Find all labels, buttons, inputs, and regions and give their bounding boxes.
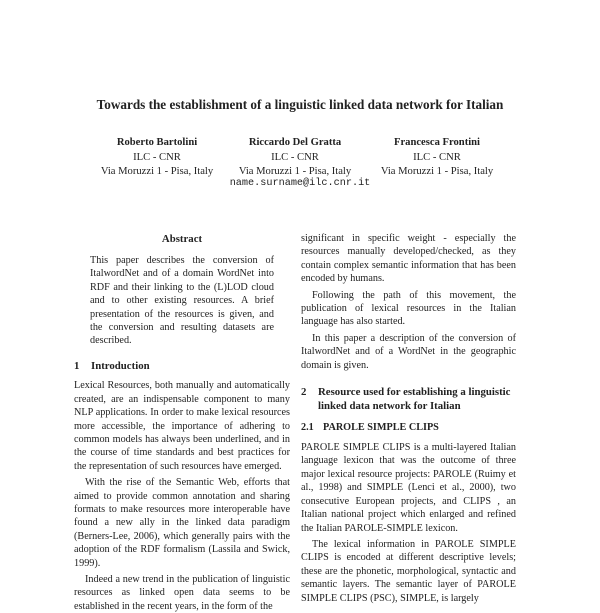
paragraph: With the rise of the Semantic Web, efforts that aimed to provide common annotation and sharing formats to make resources more interoperable have found a new ally in the linked data paradigm (Berners-Lee, 2006), which generally pairs with the adoption of the RDF formalism (Lassila and Swick, 1999).: [74, 477, 290, 569]
section-title: Introduction: [91, 359, 150, 372]
subsection-number: 2.1: [301, 422, 314, 434]
author-address: Via Moruzzi 1 - Pisa, Italy: [380, 166, 494, 177]
right-column: [301, 232, 516, 605]
author-affiliation: ILC - CNR: [133, 151, 181, 163]
author-affiliation: ILC - CNR: [271, 151, 319, 163]
paragraph: significant in specific weight - especially the resources manually developed/checked, as they contain complex semantic information that has been encoded by humans.: [301, 233, 516, 285]
paper-title: Towards the establishment of a linguistic linked data network for Italian: [96, 97, 504, 112]
section-number: 2: [301, 386, 307, 399]
author-email: name.surname@ilc.cnr.it: [229, 178, 371, 189]
abstract-heading: Abstract: [161, 233, 203, 245]
author-address: Via Moruzzi 1 - Pisa, Italy: [238, 166, 352, 177]
paragraph: Lexical Resources, both manually and automatically created, are an indispensable component to many NLP applications. In order to make lexical resources more accessible, the importance of adhering to common models has always been underlined, and in the course of time standards and best practices for the representation of such resources have emerged.: [74, 380, 290, 472]
author-address: Via Moruzzi 1 - Pisa, Italy: [100, 166, 214, 177]
paragraph: Following the path of this movement, the publication of lexical resources in the Italian language has also started.: [301, 289, 516, 328]
section-heading: [301, 386, 516, 413]
subsection-title: PAROLE SIMPLE CLIPS: [323, 422, 439, 434]
author-name: Riccardo Del Gratta: [248, 137, 342, 148]
section-heading: [74, 360, 290, 374]
author-block: [347, 136, 527, 180]
paragraph: The lexical information in PAROLE SIMPLE CLIPS is encoded at different descriptive levels; these are the phonetic, morphological, syntactic and semantic layers. The semantic layer of PAROLE SIMPLE CLIPS (PSC), SIMPLE, is largely: [301, 538, 516, 604]
paragraph: PAROLE SIMPLE CLIPS is a multi-layered Italian language lexicon that was the outcome of three major lexical resource projects: PAROLE (Ruimy et al., 1998) and SIMPLE (Lenci et al., 2000), two consecutive European projects, and CLIPS , an Italian national project which enlarged and refined the Italian PAROLE-SIMPLE lexicon.: [301, 442, 516, 534]
author-name: Roberto Bartolini: [116, 137, 198, 148]
paragraph: In this paper a description of the conversion of ItalwordNet and of a WordNet in the geographic domain is given.: [301, 332, 516, 371]
author-affiliation: ILC - CNR: [413, 151, 461, 163]
section-number: 1: [74, 359, 80, 372]
author-name: Francesca Frontini: [393, 137, 480, 148]
subsection-heading: [301, 421, 516, 434]
section-title: Resource used for establishing a linguistic linked data network for Italian: [318, 386, 511, 412]
abstract-text: This paper describes the conversion of ItalwordNet and of a domain WordNet into RDF and their linking to the (L)LOD cloud and to other existing resources. A brief presentation of the resources is given, and the conversion and resulting datasets are described.: [90, 255, 274, 347]
left-column: [74, 232, 290, 613]
paragraph: Indeed a new trend in the publication of linguistic resources as linked open data seems to be established in the recent years, in the form of the: [74, 574, 290, 612]
